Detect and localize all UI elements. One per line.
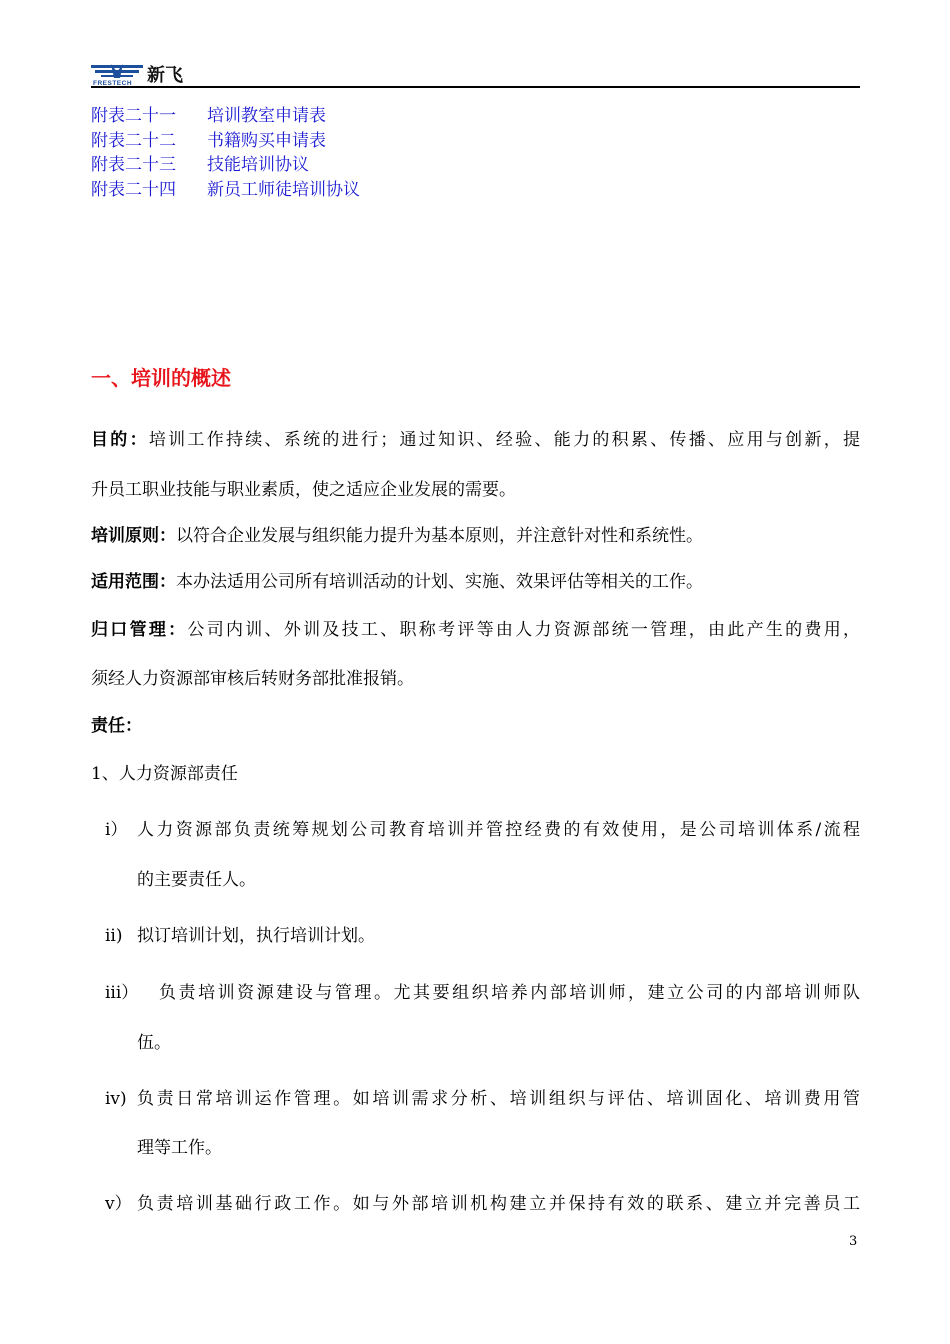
item-number: i） <box>105 820 128 840</box>
page-number: 3 <box>849 1234 858 1249</box>
appendix-title: 新员工师徒培训协议 <box>207 179 360 200</box>
item-text-continued: 理等工作。 <box>137 1138 222 1158</box>
purpose-text: 培训工作持续、系统的进行；通过知识、经验、能力的积累、传播、应用与创新，提 <box>148 430 861 450</box>
item-number: v） <box>105 1194 132 1214</box>
scope-text: 本办法适用公司所有培训活动的计划、实施、效果评估等相关的工作。 <box>176 572 703 592</box>
page-header <box>91 62 860 90</box>
hr-responsibility-title: 1、人力资源部责任 <box>91 764 238 784</box>
item-text: 拟订培训计划，执行培训计划。 <box>137 926 375 946</box>
appendix-number: 附表二十一 <box>91 106 176 126</box>
management-text: 公司内训、外训及技工、职称考评等由人力资源部统一管理，由此产生的费用， <box>187 620 861 640</box>
purpose-paragraph <box>91 428 860 452</box>
item-text: 负责培训资源建设与管理。尤其要组织培养内部培训师，建立公司的内部培训师队 <box>159 983 860 1003</box>
scope-label: 适用范围： <box>91 572 176 592</box>
appendix-title: 技能培训协议 <box>207 155 309 175</box>
appendix-title: 培训教室申请表 <box>207 106 326 126</box>
company-logo <box>91 62 201 86</box>
principle-text: 以符合企业发展与组织能力提升为基本原则，并注意针对性和系统性。 <box>176 526 703 546</box>
scope-paragraph <box>91 570 703 594</box>
appendix-list <box>91 104 360 202</box>
principle-paragraph <box>91 524 703 548</box>
purpose-text-continued: 升员工职业技能与职业素质，使之适应企业发展的需要。 <box>91 480 516 500</box>
appendix-number: 附表二十三 <box>91 155 176 175</box>
item-text: 负责培训基础行政工作。如与外部培训机构建立并保持有效的联系、建立并完善员工 <box>137 1194 860 1214</box>
appendix-link-24[interactable] <box>91 178 360 203</box>
purpose-label: 目的： <box>91 430 149 450</box>
item-number: iv) <box>105 1089 127 1109</box>
appendix-link-22[interactable] <box>91 129 360 154</box>
item-text: 负责日常培训运作管理。如培训需求分析、培训组织与评估、培训固化、培训费用管 <box>137 1089 860 1109</box>
appendix-link-23[interactable] <box>91 153 360 178</box>
item-number: ii) <box>105 926 123 946</box>
principle-label: 培训原则： <box>91 526 176 546</box>
item-text-continued: 的主要责任人。 <box>137 870 256 890</box>
responsibility-label: 责任： <box>91 716 142 736</box>
header-divider <box>91 86 860 88</box>
management-paragraph <box>91 618 860 642</box>
item-text: 人力资源部负责统筹规划公司教育培训并管控经费的有效使用，是公司培训体系/流程 <box>137 820 860 840</box>
section-heading: 一、培训的概述 <box>91 366 231 390</box>
appendix-number: 附表二十四 <box>91 179 176 200</box>
management-text-continued: 须经人力资源部审核后转财务部批准报销。 <box>91 669 414 689</box>
appendix-number: 附表二十二 <box>91 130 176 151</box>
item-number: iii） <box>105 983 139 1003</box>
svg-text:FRESTECH: FRESTECH <box>93 80 133 86</box>
appendix-title: 书籍购买申请表 <box>207 130 326 151</box>
item-text-continued: 伍。 <box>137 1033 171 1053</box>
management-label: 归口管理： <box>91 620 188 640</box>
appendix-link-21[interactable] <box>91 104 360 129</box>
svg-text:新飞: 新飞 <box>147 65 183 86</box>
